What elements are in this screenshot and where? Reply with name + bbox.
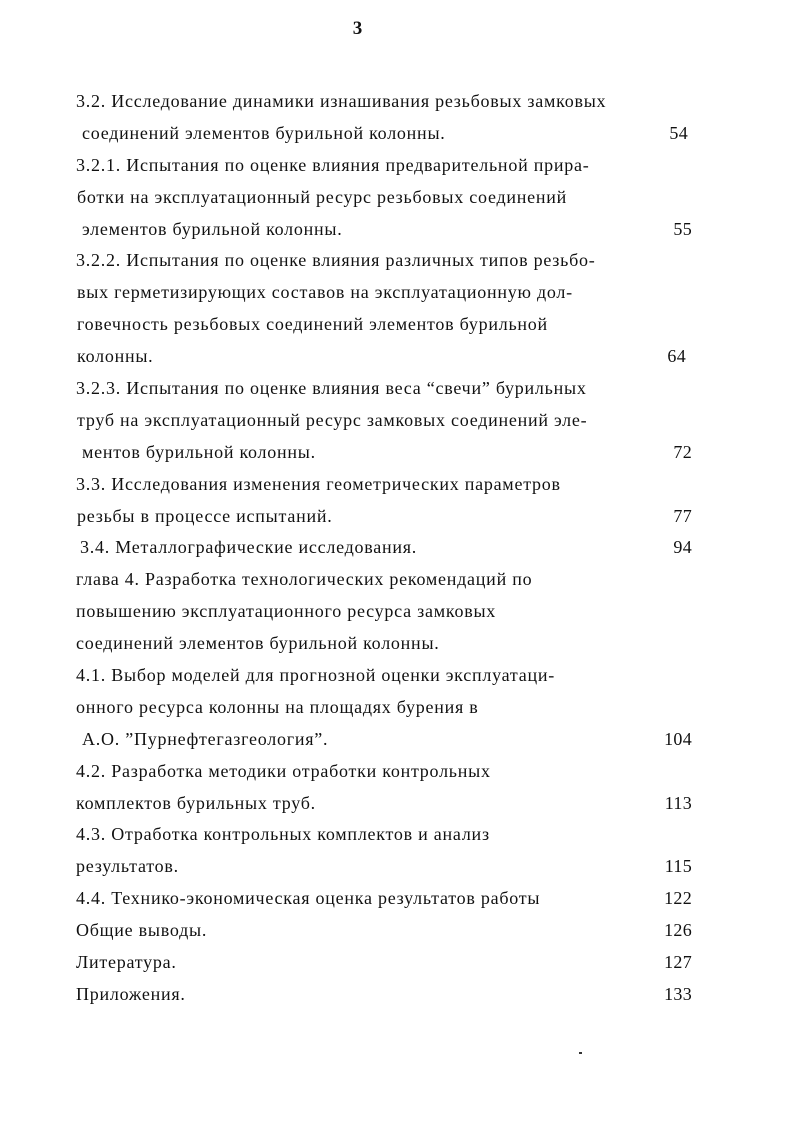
toc-line (76, 819, 692, 851)
toc-line-text: резьбы в процессе испытаний. (77, 505, 333, 526)
toc-page-number: 122 (664, 888, 692, 909)
toc-line-text: ботки на эксплуатационный ресурс резьбовых соединений (77, 186, 568, 207)
toc-line (76, 118, 692, 150)
toc-line (76, 724, 692, 756)
toc-line (76, 182, 692, 214)
toc-page-number: 133 (664, 983, 692, 1004)
toc-page-number: 64 (667, 346, 686, 367)
toc-line (76, 596, 692, 628)
toc-line (76, 469, 692, 501)
toc-line-text: ментов бурильной колонны. (82, 441, 316, 462)
toc-line-text: говечность резьбовых соединений элементов бурильной (77, 314, 548, 335)
toc-line-text: Литература. (76, 952, 177, 973)
toc-page-number: 104 (664, 728, 692, 749)
toc-line-text: 4.4. Технико-экономическая оценка результатов работы (76, 888, 541, 909)
toc-line (76, 915, 692, 947)
toc-line-text: результатов. (76, 856, 179, 877)
toc-line (76, 883, 692, 915)
toc-line-text: 4.1. Выбор моделей для прогнозной оценки эксплуатаци- (76, 665, 555, 686)
toc-line (76, 564, 692, 596)
toc-line (76, 979, 692, 1011)
toc-line (76, 245, 692, 277)
toc-page-number: 115 (664, 856, 692, 877)
toc-page-number: 55 (673, 218, 692, 239)
toc-line-text: соединений элементов бурильной колонны. (82, 122, 446, 143)
toc-line-text: 3.2.3. Испытания по оценке влияния веса “свечи” бурильных (76, 378, 587, 399)
toc-line (76, 532, 692, 564)
toc-line (76, 501, 692, 533)
toc-page-number: 113 (664, 792, 692, 813)
toc-line-text: онного ресурса колонны на площадях бурения в (76, 696, 479, 717)
toc-line-text: 3.2.2. Испытания по оценке влияния различных типов резьбо- (76, 250, 596, 271)
table-of-contents (76, 86, 692, 1011)
toc-line-text: 3.2. Исследование динамики изнашивания резьбовых замковых (76, 91, 607, 111)
toc-line-text: колонны. (77, 346, 154, 367)
toc-line-text: Приложения. (76, 983, 186, 1004)
page-number: 3 (352, 18, 363, 39)
toc-line-text: 4.2. Разработка методики отработки контрольных (76, 760, 491, 781)
toc-line-text: 3.3. Исследования изменения геометрических параметров (76, 473, 561, 494)
toc-line (76, 341, 692, 373)
toc-line-text: комплектов бурильных труб. (76, 792, 316, 813)
toc-page-number: 72 (673, 441, 692, 462)
toc-line (76, 947, 692, 979)
toc-line (76, 150, 692, 182)
toc-line-text: 3.2.1. Испытания по оценке влияния предварительной прира- (76, 154, 590, 175)
toc-line-text: повышению эксплуатационного ресурса замковых (76, 601, 497, 622)
toc-line (76, 692, 692, 724)
toc-line (76, 86, 692, 118)
toc-page-number: 94 (673, 537, 692, 558)
toc-line (76, 756, 692, 788)
toc-page-number: 54 (669, 122, 688, 143)
toc-line (76, 277, 692, 309)
toc-page-number: 127 (664, 952, 692, 973)
toc-line (76, 788, 692, 820)
toc-line (76, 851, 692, 883)
toc-line (76, 309, 692, 341)
toc-line-text: 3.4. Металлографические исследования. (80, 537, 418, 558)
toc-line-text: 4.3. Отработка контрольных комплектов и анализ (76, 824, 490, 845)
toc-line-text: А.О. ”Пурнефтегазгеология”. (82, 728, 329, 749)
toc-line (76, 405, 692, 437)
toc-line-text: вых герметизирующих составов на эксплуатационную дол- (77, 282, 573, 303)
toc-page-number: 77 (673, 505, 692, 526)
toc-line-text: труб на эксплуатационный ресурс замковых соединений эле- (77, 409, 588, 430)
toc-line (76, 660, 692, 692)
toc-line (76, 214, 692, 246)
toc-line-text: Общие выводы. (76, 920, 208, 941)
toc-page-number: 126 (664, 920, 692, 941)
toc-line (76, 628, 692, 660)
toc-line-text: элементов бурильной колонны. (82, 218, 343, 239)
toc-line (76, 373, 692, 405)
scan-speck (579, 1052, 582, 1054)
toc-line (76, 437, 692, 469)
toc-line-text: глава 4. Разработка технологических рекомендаций по (76, 569, 533, 590)
toc-line-text: соединений элементов бурильной колонны. (76, 633, 440, 654)
